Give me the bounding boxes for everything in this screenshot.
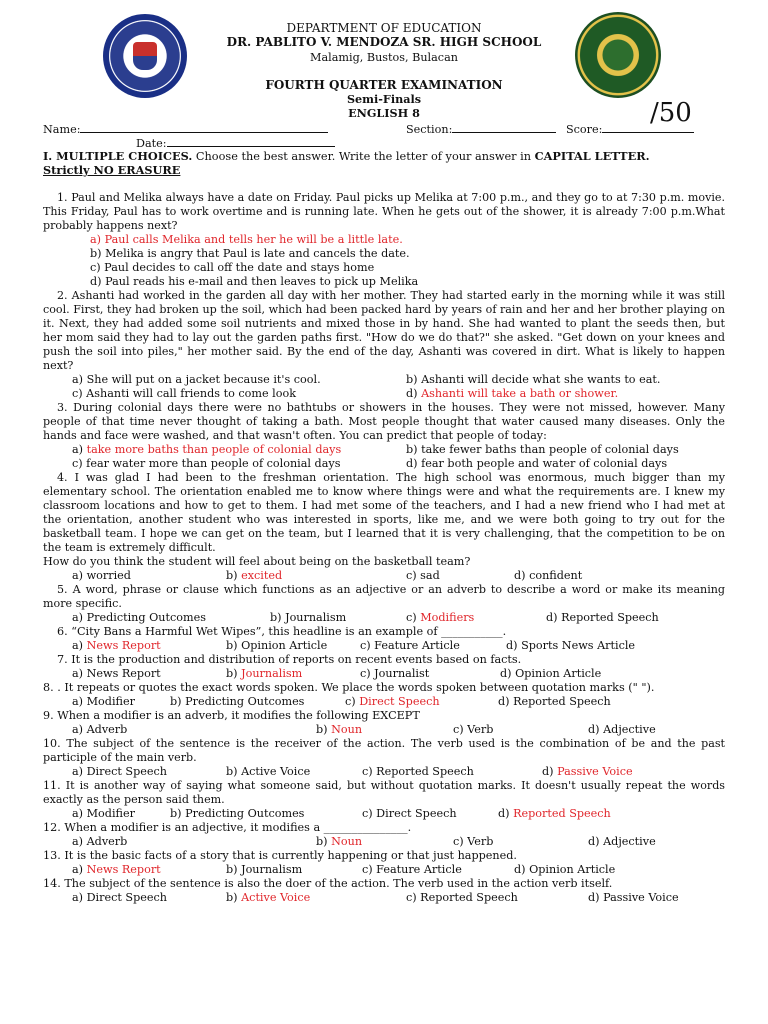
answer: Noun xyxy=(331,835,363,848)
q1-choice-a: a) Paul calls Melika and tells her he will be a little late. xyxy=(90,233,403,246)
q13-choice-d: d) Opinion Article xyxy=(514,863,616,876)
q2-choice-a: a) She will put on a jacket because it's cool. xyxy=(72,373,321,386)
q5-choice-b: b) Journalism xyxy=(270,611,347,624)
q5-choice-d: d) Reported Speech xyxy=(546,611,659,624)
q7-choice-c: c) Journalist xyxy=(360,667,430,680)
q11-choice-d: d) Reported Speech xyxy=(498,807,611,820)
answer: News Report xyxy=(86,863,161,876)
instructions-heading: I. MULTIPLE CHOICES. xyxy=(43,149,193,163)
q2-choice-c: c) Ashanti will call friends to come look xyxy=(72,387,296,400)
q12-choice-b: b) Noun xyxy=(316,835,363,848)
q6-choice-d: d) Sports News Article xyxy=(506,639,636,652)
answer: News Report xyxy=(86,639,161,652)
answer: Reported Speech xyxy=(513,807,611,820)
q6-choice-a: a) News Report xyxy=(72,639,161,652)
question-9: 9. When a modifier is an adverb, it modifies the following EXCEPT xyxy=(43,709,420,722)
q11-choice-b: b) Predicting Outcomes xyxy=(170,807,305,820)
question-13: 13. It is the basic facts of a story that is currently happening or that just happened. xyxy=(43,849,517,862)
q1-choice-d: d) Paul reads his e-mail and then leaves to pick up Melika xyxy=(90,275,419,288)
q7-choice-d: d) Opinion Article xyxy=(500,667,602,680)
q9-choice-d: d) Adjective xyxy=(588,723,656,736)
school-name: DR. PABLITO V. MENDOZA SR. HIGH SCHOOL xyxy=(226,35,542,49)
q9-choice-b: b) Noun xyxy=(316,723,363,736)
question-text: 10. The subject of the sentence is the receiver of the action. The verb used is the combination of be and the past participle of the main verb. xyxy=(43,737,725,764)
instructions-note: Strictly NO ERASURE xyxy=(43,163,181,177)
score-total: /50 xyxy=(650,98,692,128)
question-14: 14. The subject of the sentence is also the doer of the action. The verb used in the action verb itself. xyxy=(43,877,613,890)
question-2 xyxy=(43,289,725,373)
q13-choice-a: a) News Report xyxy=(72,863,161,876)
q5-choice-c: c) Modifiers xyxy=(406,611,475,624)
q8-choice-a: a) Modifier xyxy=(72,695,135,708)
question-7: 7. It is the production and distribution of reports on recent events based on facts. xyxy=(57,653,522,666)
q12-choice-a: a) Adverb xyxy=(72,835,128,848)
q5-choice-a: a) Predicting Outcomes xyxy=(72,611,206,624)
question-11 xyxy=(43,779,725,807)
section-label: Section: xyxy=(406,123,453,136)
q12-choice-d: d) Adjective xyxy=(588,835,656,848)
instructions-emphasis: CAPITAL LETTER. xyxy=(534,149,650,163)
q8-choice-b: b) Predicting Outcomes xyxy=(170,695,305,708)
q14-choice-a: a) Direct Speech xyxy=(72,891,167,904)
q1-choice-c: c) Paul decides to call off the date and stays home xyxy=(90,261,375,274)
question-3 xyxy=(43,401,725,443)
answer: Direct Speech xyxy=(359,695,440,708)
q2-choice-b: b) Ashanti will decide what she wants to eat. xyxy=(406,373,661,386)
q7-choice-b: b) Journalism xyxy=(226,667,303,680)
q10-choice-b: b) Active Voice xyxy=(226,765,311,778)
exam-term: Semi-Finals xyxy=(346,92,422,106)
school-address: Malamig, Bustos, Bulacan xyxy=(310,51,458,64)
q7-choice-a: a) News Report xyxy=(72,667,161,680)
answer: excited xyxy=(241,569,283,582)
question-text: 4. I was glad I had been to the freshman orientation. The high school was enormous, much bigger than my elementary school. The orientation enabled me to know where things were and what the requirements are. I knew my classroom locations and how to get to them. I had met some of the teachers, and I had a new friend who I had met at the orientation, another student who was interested in sports, like me, and we were both going to try out for the basketball team. I hope we can get on the team, but I learned that it is very challenging, that the competition to be on the team is extremely difficult. xyxy=(43,471,725,554)
instructions-text: Choose the best answer. Write the letter of your answer in xyxy=(192,150,535,163)
q12-choice-c: c) Verb xyxy=(453,835,494,848)
q10-choice-a: a) Direct Speech xyxy=(72,765,167,778)
q3-choice-a: a) take more baths than people of colonial days xyxy=(72,443,342,456)
question-text: 3. During colonial days there were no bathtubs or showers in the houses. They were not missed, however. Many people of that time never thought of taking a bath. Most people thought that water caused many diseases. Only the hands and face were washed, and that wasn't often. You can predict that people of today: xyxy=(43,401,725,442)
q11-choice-a: a) Modifier xyxy=(72,807,135,820)
q6-choice-b: b) Opinion Article xyxy=(226,639,328,652)
answer: Passive Voice xyxy=(557,765,633,778)
q3-choice-b: b) take fewer baths than people of colonial days xyxy=(406,443,679,456)
q4-choice-d: d) confident xyxy=(514,569,583,582)
q8-choice-d: d) Reported Speech xyxy=(498,695,611,708)
question-6: 6. “City Bans a Harmful Wet Wipes”, this headline is an example of ___________. xyxy=(57,625,507,638)
q1-choice-b: b) Melika is angry that Paul is late and cancels the date. xyxy=(90,247,410,260)
q6-choice-c: c) Feature Article xyxy=(360,639,460,652)
question-text: 1. Paul and Melika always have a date on Friday. Paul picks up Melika at 7:00 p.m., and they go to at 7:30 p.m. movie. This Friday, Paul has to work overtime and is running late. When he gets out of the shower, it is already 7:00 p.m.What probably happens next? xyxy=(43,191,725,232)
exam-subject: ENGLISH 8 xyxy=(348,106,420,120)
department-title: DEPARTMENT OF EDUCATION xyxy=(286,21,482,35)
q13-choice-b: b) Journalism xyxy=(226,863,303,876)
q8-choice-c: c) Direct Speech xyxy=(345,695,440,708)
question-text: 2. Ashanti had worked in the garden all day with her mother. They had started early in the morning while it was still cool. First, they had broken up the soil, which had been packed hard by years of rain and her and her brother playing on it. Next, they had added some soil nutrients and mixed those in by hand. She had wanted to plant the seeds then, but her mom said they had to lay out the garden paths first. "How do we do that?" she asked. "Get down on your knees and push the soil into piles," her mother said. By the end of the day, Ashanti was covered in dirt. What is likely to happen next? xyxy=(43,289,725,372)
question-12: 12. When a modifier is an adjective, it modifies a _______________. xyxy=(43,821,412,834)
date-label: Date: xyxy=(136,137,167,150)
q9-choice-c: c) Verb xyxy=(453,723,494,736)
instructions xyxy=(43,149,650,164)
question-4 xyxy=(43,471,725,555)
q13-choice-c: c) Feature Article xyxy=(362,863,462,876)
q4-choice-c: c) sad xyxy=(406,569,440,582)
q2-choice-d: d) Ashanti will take a bath or shower. xyxy=(406,387,619,400)
q10-choice-d: d) Passive Voice xyxy=(542,765,633,778)
name-label: Name: xyxy=(43,123,81,136)
question-8: 8. . It repeats or quotes the exact words spoken. We place the words spoken between quotation marks (" "). xyxy=(43,681,655,694)
exam-title: FOURTH QUARTER EXAMINATION xyxy=(265,78,503,92)
answer: Active Voice xyxy=(241,891,311,904)
answer: Ashanti will take a bath or shower. xyxy=(421,387,619,400)
q3-choice-d: d) fear both people and water of colonial days xyxy=(406,457,668,470)
q4-choice-b: b) excited xyxy=(226,569,283,582)
answer: Modifiers xyxy=(420,611,475,624)
q14-choice-d: d) Passive Voice xyxy=(588,891,679,904)
q4-question: How do you think the student will feel about being on the basketball team? xyxy=(43,555,471,568)
question-10 xyxy=(43,737,725,765)
q14-choice-c: c) Reported Speech xyxy=(406,891,518,904)
score-label: Score: xyxy=(566,123,603,136)
question-text: 5. A word, phrase or clause which functions as an adjective or an adverb to describe a word or make its meaning more specific. xyxy=(43,583,725,610)
section-field[interactable] xyxy=(406,121,556,137)
q9-choice-a: a) Adverb xyxy=(72,723,128,736)
question-text: 11. It is another way of saying what someone said, but without quotation marks. It doesn't usually repeat the words exactly as the person said them. xyxy=(43,779,725,806)
q14-choice-b: b) Active Voice xyxy=(226,891,311,904)
q3-choice-c: c) fear water more than people of colonial days xyxy=(72,457,341,470)
answer: Noun xyxy=(331,723,363,736)
q4-choice-a: a) worried xyxy=(72,569,131,582)
question-5 xyxy=(43,583,725,611)
question-1 xyxy=(43,191,725,233)
answer: Journalism xyxy=(241,667,303,680)
answer: take more baths than people of colonial days xyxy=(86,443,342,456)
q10-choice-c: c) Reported Speech xyxy=(362,765,474,778)
q11-choice-c: c) Direct Speech xyxy=(362,807,457,820)
